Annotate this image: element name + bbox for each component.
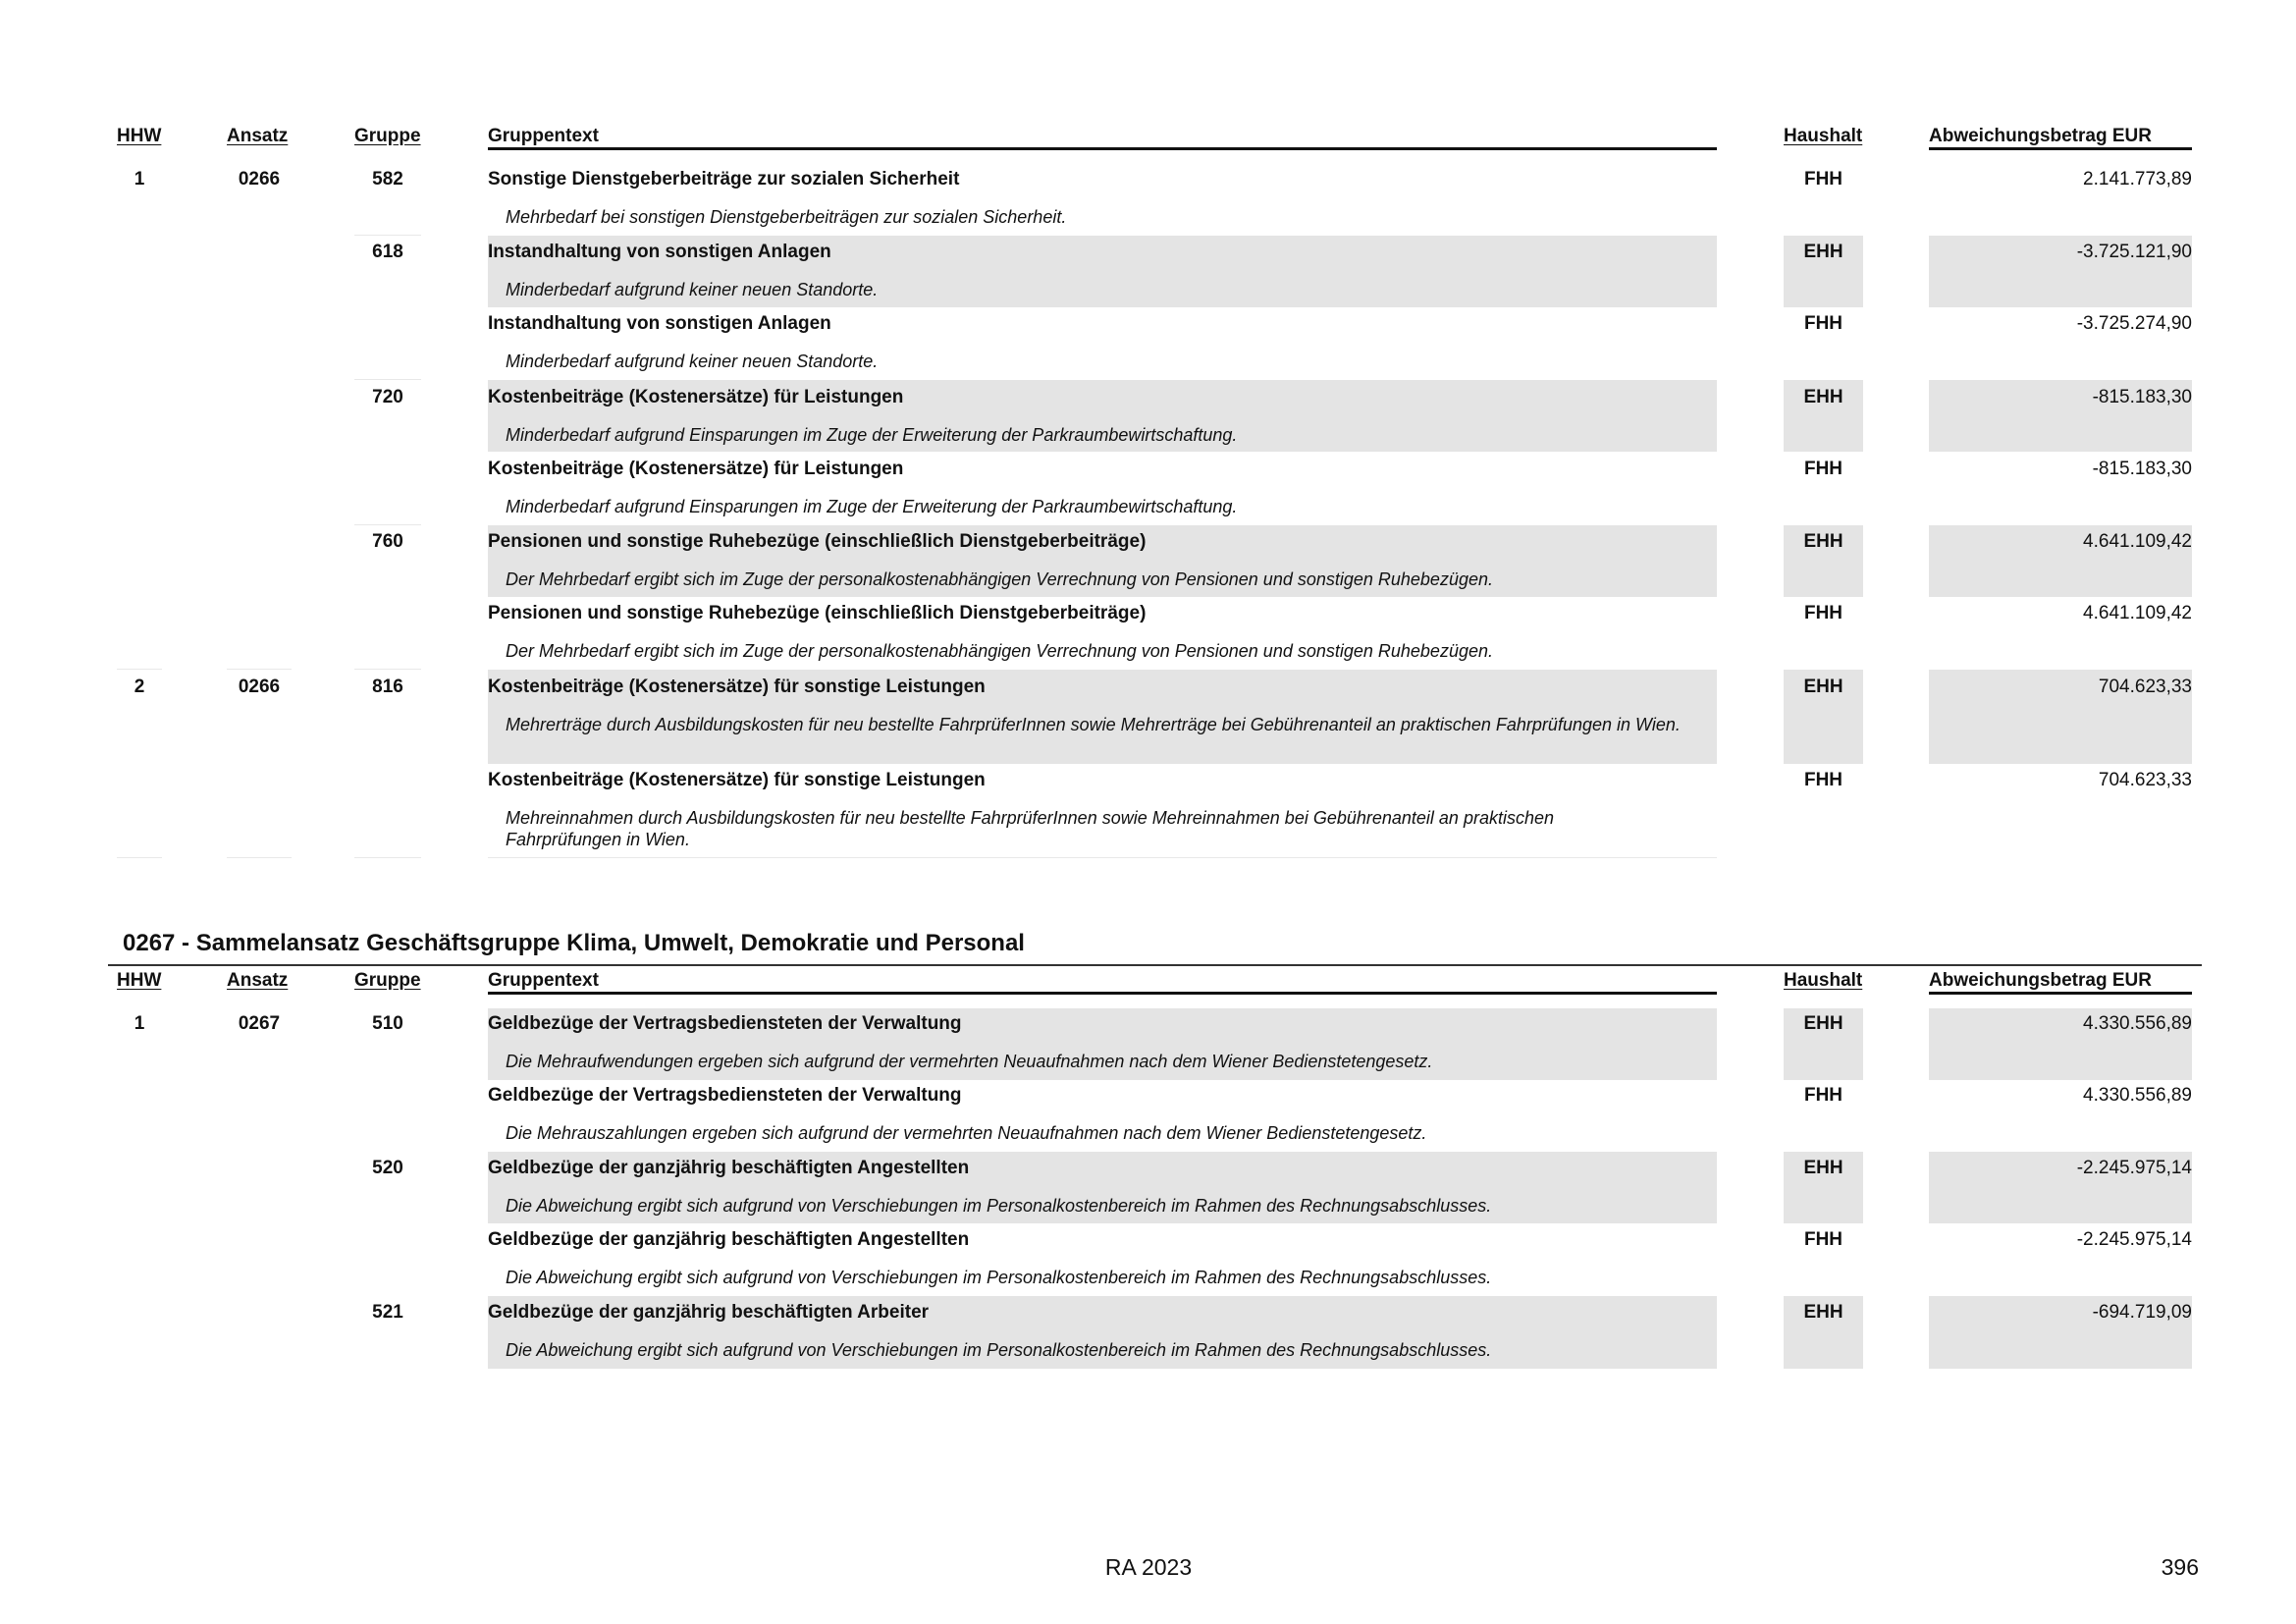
- hhw-cell: 2: [133, 677, 145, 697]
- haushalt-cell: FHH: [1803, 1229, 1843, 1250]
- header-gruppentext: Gruppentext: [488, 126, 599, 146]
- header-haushalt: Haushalt: [1784, 126, 1863, 146]
- haushalt-cell: FHH: [1803, 770, 1843, 790]
- betrag-cell: 4.330.556,89: [2083, 1085, 2192, 1106]
- betrag-cell: 704.623,33: [2098, 677, 2192, 697]
- ansatz-cell: 0266: [238, 677, 281, 697]
- gruppentext-title: Geldbezüge der Vertragsbediensteten der Verwaltung: [488, 1013, 962, 1034]
- gruppentext-desc: Minderbedarf aufgrund keiner neuen Standorte.: [506, 280, 879, 299]
- gruppe-cell: 816: [372, 677, 403, 697]
- gruppentext-desc: Die Mehrauszahlungen ergeben sich aufgrund der vermehrten Neuaufnahmen nach dem Wiener Bedienstetengesetz.: [506, 1123, 1427, 1143]
- betrag-cell: 4.641.109,42: [2083, 603, 2192, 623]
- betrag-cell: 4.641.109,42: [2083, 531, 2192, 552]
- gruppentext-desc: Mehreinnahmen durch Ausbildungskosten für neu bestellte FahrprüferInnen sowie Mehreinnahmen bei Gebührenanteil an praktischen Fahrprüfungen in Wien.: [506, 808, 1554, 849]
- gruppentext-desc: Der Mehrbedarf ergibt sich im Zuge der personalkostenabhängigen Verrechnung von Pensionen und sonstigen Ruhebezügen.: [506, 641, 1493, 661]
- gruppentext-title: Kostenbeiträge (Kostenersätze) für Leistungen: [488, 459, 904, 479]
- haushalt-cell: EHH: [1803, 677, 1843, 697]
- row-separator: [117, 857, 162, 858]
- haushalt-cell: EHH: [1803, 531, 1843, 552]
- betrag-cell: 704.623,33: [2098, 770, 2192, 790]
- gruppentext-title: Kostenbeiträge (Kostenersätze) für sonstige Leistungen: [488, 677, 986, 697]
- header-betrag: Abweichungsbetrag EUR: [1929, 970, 2152, 991]
- header-hhw: HHW: [117, 126, 162, 146]
- header-gruppe: Gruppe: [354, 970, 421, 991]
- haushalt-cell: FHH: [1803, 603, 1843, 623]
- hhw-cell: 1: [133, 1013, 145, 1034]
- gruppe-cell: 521: [372, 1302, 403, 1323]
- gruppentext-title: Sonstige Dienstgeberbeiträge zur sozialen Sicherheit: [488, 169, 960, 189]
- haushalt-cell: EHH: [1803, 1013, 1843, 1034]
- gruppentext-desc: Minderbedarf aufgrund Einsparungen im Zuge der Erweiterung der Parkraumbewirtschaftung.: [506, 425, 1238, 445]
- header-ansatz: Ansatz: [227, 970, 289, 991]
- header-hhw: HHW: [117, 970, 162, 991]
- header-gruppe: Gruppe: [354, 126, 421, 146]
- gruppentext-desc: Mehrerträge durch Ausbildungskosten für neu bestellte FahrprüferInnen sowie Mehrerträge bei Gebührenanteil an praktischen Fahrprüfungen in Wien.: [506, 715, 1681, 734]
- header-betrag-rule: [1929, 147, 2192, 150]
- betrag-cell: -3.725.274,90: [2076, 313, 2192, 334]
- gruppentext-title: Geldbezüge der ganzjährig beschäftigten Angestellten: [488, 1229, 970, 1250]
- haushalt-cell: FHH: [1803, 1085, 1843, 1106]
- gruppentext-title: Kostenbeiträge (Kostenersätze) für Leistungen: [488, 387, 904, 407]
- row-separator: [354, 235, 421, 236]
- gruppe-cell: 520: [372, 1158, 403, 1178]
- header-haushalt: Haushalt: [1784, 970, 1863, 991]
- betrag-cell: 4.330.556,89: [2083, 1013, 2192, 1034]
- header-ansatz: Ansatz: [227, 126, 289, 146]
- gruppentext-desc: Die Abweichung ergibt sich aufgrund von Verschiebungen im Personalkostenbereich im Rahmen des Rechnungsabschlusses.: [506, 1196, 1492, 1216]
- footer-title: RA 2023: [1104, 1554, 1193, 1580]
- row-separator: [117, 669, 162, 670]
- gruppentext-title: Pensionen und sonstige Ruhebezüge (einschließlich Dienstgeberbeiträge): [488, 603, 1147, 623]
- ansatz-cell: 0267: [238, 1013, 281, 1034]
- ansatz-cell: 0266: [238, 169, 281, 189]
- row-separator: [227, 669, 292, 670]
- haushalt-cell: EHH: [1803, 1302, 1843, 1323]
- betrag-cell: -3.725.121,90: [2076, 242, 2192, 262]
- gruppe-cell: 618: [372, 242, 403, 262]
- betrag-cell: -815.183,30: [2092, 459, 2192, 479]
- row-separator: [488, 857, 1717, 858]
- row-separator: [354, 379, 421, 380]
- gruppentext-desc: Die Abweichung ergibt sich aufgrund von Verschiebungen im Personalkostenbereich im Rahmen des Rechnungsabschlusses.: [506, 1340, 1492, 1360]
- betrag-cell: -2.245.975,14: [2076, 1229, 2192, 1250]
- haushalt-cell: FHH: [1803, 459, 1843, 479]
- haushalt-cell: EHH: [1803, 242, 1843, 262]
- page-number: 396: [2161, 1554, 2199, 1580]
- hhw-cell: 1: [133, 169, 145, 189]
- header-gruppentext: Gruppentext: [488, 970, 599, 991]
- haushalt-cell: FHH: [1803, 169, 1843, 189]
- gruppentext-title: Kostenbeiträge (Kostenersätze) für sonstige Leistungen: [488, 770, 986, 790]
- betrag-cell: -815.183,30: [2092, 387, 2192, 407]
- gruppentext-desc: Die Mehraufwendungen ergeben sich aufgrund der vermehrten Neuaufnahmen nach dem Wiener Bedienstetengesetz.: [506, 1052, 1433, 1071]
- header-betrag-rule: [1929, 992, 2192, 995]
- gruppentext-title: Geldbezüge der Vertragsbediensteten der Verwaltung: [488, 1085, 962, 1106]
- gruppentext-title: Geldbezüge der ganzjährig beschäftigten Angestellten: [488, 1158, 970, 1178]
- gruppentext-desc: Minderbedarf aufgrund keiner neuen Standorte.: [506, 352, 879, 371]
- gruppentext-title: Instandhaltung von sonstigen Anlagen: [488, 313, 831, 334]
- section-title: 0267 - Sammelansatz Geschäftsgruppe Klima, Umwelt, Demokratie und Personal: [123, 930, 1025, 956]
- header-gruppentext-rule: [488, 147, 1717, 150]
- section-rule: [108, 964, 2202, 966]
- row-separator: [354, 524, 421, 525]
- gruppe-cell: 510: [372, 1013, 403, 1034]
- header-betrag: Abweichungsbetrag EUR: [1929, 126, 2152, 146]
- row-separator: [227, 857, 292, 858]
- haushalt-cell: EHH: [1803, 1158, 1843, 1178]
- betrag-cell: 2.141.773,89: [2083, 169, 2192, 189]
- gruppentext-title: Geldbezüge der ganzjährig beschäftigten Arbeiter: [488, 1302, 930, 1323]
- gruppe-cell: 760: [372, 531, 403, 552]
- gruppe-cell: 582: [372, 169, 403, 189]
- betrag-cell: -694.719,09: [2092, 1302, 2192, 1323]
- gruppentext-desc: Mehrbedarf bei sonstigen Dienstgeberbeiträgen zur sozialen Sicherheit.: [506, 207, 1067, 227]
- gruppe-cell: 720: [372, 387, 403, 407]
- header-gruppentext-rule: [488, 992, 1717, 995]
- gruppentext-desc: Der Mehrbedarf ergibt sich im Zuge der personalkostenabhängigen Verrechnung von Pensionen und sonstigen Ruhebezügen.: [506, 569, 1493, 589]
- row-separator: [354, 857, 421, 858]
- gruppentext-title: Instandhaltung von sonstigen Anlagen: [488, 242, 831, 262]
- gruppentext-title: Pensionen und sonstige Ruhebezüge (einschließlich Dienstgeberbeiträge): [488, 531, 1147, 552]
- haushalt-cell: FHH: [1803, 313, 1843, 334]
- haushalt-cell: EHH: [1803, 387, 1843, 407]
- gruppentext-desc: Die Abweichung ergibt sich aufgrund von Verschiebungen im Personalkostenbereich im Rahmen des Rechnungsabschlusses.: [506, 1268, 1492, 1287]
- row-separator: [354, 669, 421, 670]
- gruppentext-desc: Minderbedarf aufgrund Einsparungen im Zuge der Erweiterung der Parkraumbewirtschaftung.: [506, 497, 1238, 516]
- betrag-cell: -2.245.975,14: [2076, 1158, 2192, 1178]
